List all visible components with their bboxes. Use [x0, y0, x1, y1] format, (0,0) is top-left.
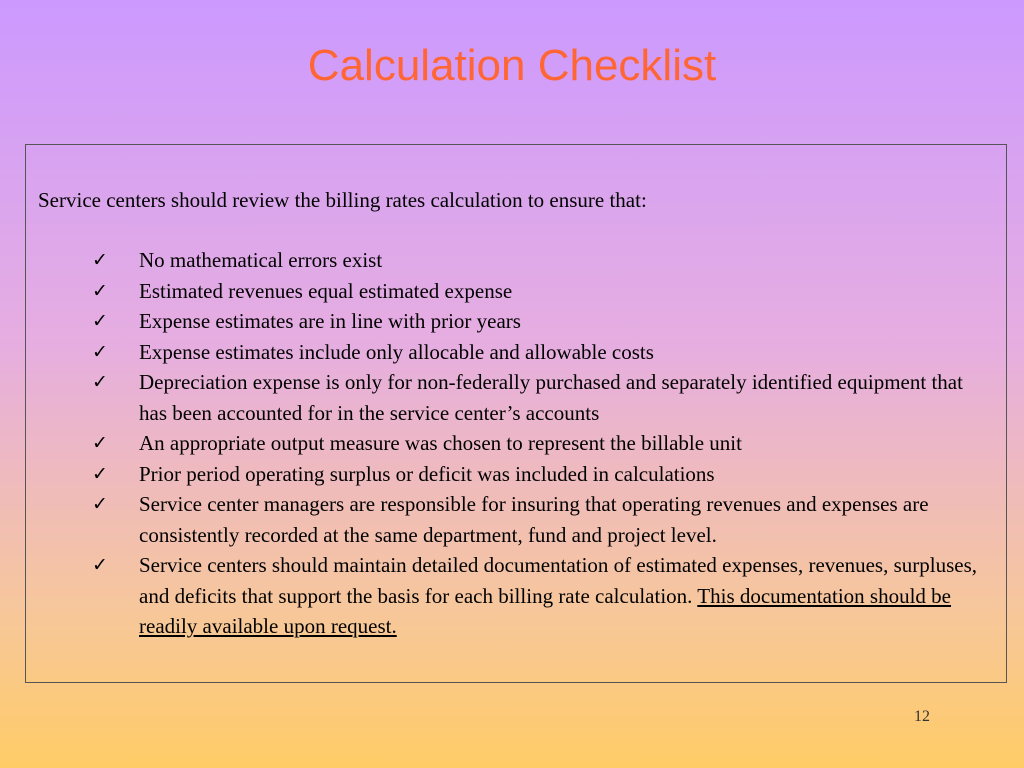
checklist-item-text: Expense estimates include only allocable and allowable costs	[139, 339, 654, 364]
checklist-item-text: No mathematical errors exist	[139, 248, 383, 272]
checklist-item	[26, 306, 1008, 337]
checkmark-icon: ✓	[92, 279, 108, 302]
checklist-item	[26, 245, 1008, 276]
checklist-item-text: Prior period operating surplus or deficit was included in calculations	[139, 461, 715, 486]
checklist-item	[26, 367, 1008, 428]
checkmark-icon: ✓	[92, 340, 108, 363]
checkmark-icon: ✓	[92, 310, 108, 332]
checklist-item-text: Service center managers are responsible for insuring that operating revenues and expenses are consistently recorded at the same department, fund and project level.	[139, 492, 929, 547]
content-box	[25, 144, 1007, 683]
checklist-item	[26, 459, 1008, 490]
checklist-item	[26, 276, 1008, 307]
page-number: 12	[914, 708, 930, 725]
checklist-item-text: Depreciation expense is only for non-federally purchased and separately identified equipment that has been accounted for in the service center’s accounts	[139, 370, 963, 425]
checklist-item-text: Estimated revenues equal estimated expense	[139, 278, 513, 303]
checklist-item-text: An appropriate output measure was chosen to represent the billable unit	[139, 431, 742, 455]
slide-title: Calculation Checklist	[307, 41, 717, 90]
checklist-item	[26, 550, 1008, 642]
checklist-item-text: Expense estimates are in line with prior years	[139, 309, 521, 333]
checklist-item	[26, 489, 1008, 550]
intro-text: Service centers should review the billing rates calculation to ensure that:	[38, 188, 647, 212]
checkmark-icon: ✓	[92, 493, 108, 515]
checkmark-icon: ✓	[92, 462, 108, 485]
checkmark-icon: ✓	[92, 554, 108, 576]
checkmark-icon: ✓	[92, 249, 108, 271]
checklist-item	[26, 337, 1008, 368]
checklist-item	[26, 428, 1008, 459]
checkmark-icon: ✓	[92, 432, 108, 454]
checklist-item-text: Service centers should maintain detailed documentation of estimated expenses, revenues, surpluses, and deficits that support the basis for each billing rate calculation.	[139, 553, 978, 608]
checklist	[26, 245, 1008, 642]
request-note: This documentation should be readily available upon request.	[139, 583, 951, 638]
checkmark-icon: ✓	[92, 371, 108, 393]
